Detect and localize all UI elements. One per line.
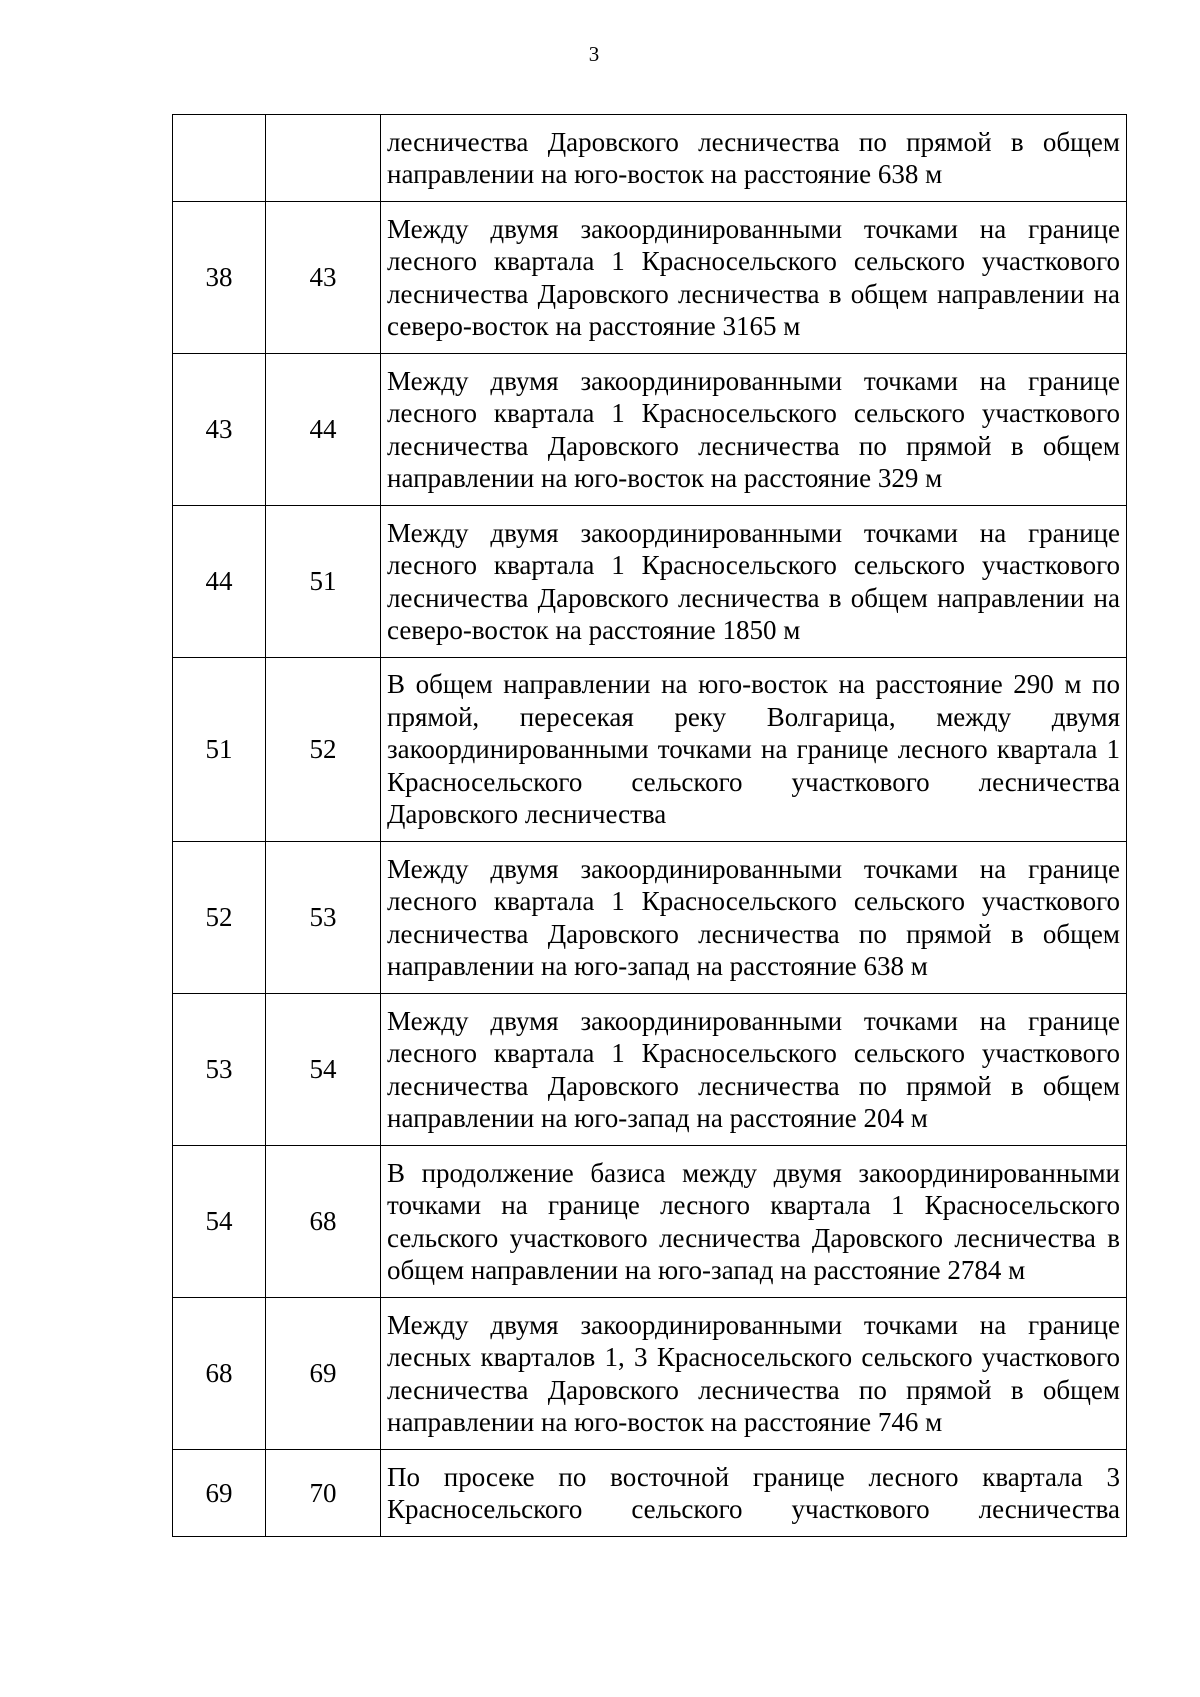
from-point-cell: 54: [173, 1146, 266, 1298]
table-row: [173, 1298, 1127, 1450]
route-description-cell: Между двумя закоординированными точками на границе лесного квартала 1 Красносельского сельского участкового лесничества Даровского лесничества в общем направлении на северо-восток на расстояние 1850 м: [381, 506, 1127, 658]
table-row: [173, 658, 1127, 842]
to-point-cell: 54: [266, 994, 381, 1146]
from-point-cell: 38: [173, 202, 266, 354]
from-point-cell: 44: [173, 506, 266, 658]
to-point-cell: 69: [266, 1298, 381, 1450]
to-point-cell: 51: [266, 506, 381, 658]
from-point-cell: 68: [173, 1298, 266, 1450]
table-row: [173, 115, 1127, 202]
from-point-cell: 53: [173, 994, 266, 1146]
route-description-cell: Между двумя закоординированными точками на границе лесного квартала 1 Красносельского сельского участкового лесничества Даровского лесничества по прямой в общем направлении на юго-запад на расстояние 204 м: [381, 994, 1127, 1146]
to-point-cell: 53: [266, 842, 381, 994]
route-description-cell: Между двумя закоординированными точками на границе лесного квартала 1 Красносельского сельского участкового лесничества Даровского лесничества по прямой в общем направлении на юго-запад на расстояние 638 м: [381, 842, 1127, 994]
from-point-cell: 52: [173, 842, 266, 994]
table-row: [173, 1146, 1127, 1298]
route-description-cell: Между двумя закоординированными точками на границе лесного квартала 1 Красносельского сельского участкового лесничества Даровского лесничества по прямой в общем направлении на юго-восток на расстояние 329 м: [381, 354, 1127, 506]
table-row: [173, 354, 1127, 506]
route-description-cell: В продолжение базиса между двумя закоординированными точками на границе лесного квартала 1 Красносельского сельского участкового лесничества Даровского лесничества в общем направлении на юго-запад на расстояние 2784 м: [381, 1146, 1127, 1298]
route-description-cell: лесничества Даровского лесничества по прямой в общем направлении на юго-восток на расстояние 638 м: [381, 115, 1127, 202]
from-point-cell: 69: [173, 1450, 266, 1537]
table-row: [173, 994, 1127, 1146]
route-description-cell: По просеке по восточной границе лесного квартала 3 Красносельского сельского участкового лесничества: [381, 1450, 1127, 1537]
to-point-cell: [266, 115, 381, 202]
from-point-cell: 43: [173, 354, 266, 506]
to-point-cell: 44: [266, 354, 381, 506]
from-point-cell: [173, 115, 266, 202]
route-description-cell: Между двумя закоординированными точками на границе лесного квартала 1 Красносельского сельского участкового лесничества Даровского лесничества в общем направлении на северо-восток на расстояние 3165 м: [381, 202, 1127, 354]
boundary-description-table: [172, 114, 1127, 1537]
route-description-cell: Между двумя закоординированными точками на границе лесных кварталов 1, 3 Красносельского сельского участкового лесничества Даровского лесничества по прямой в общем направлении на юго-восток на расстояние 746 м: [381, 1298, 1127, 1450]
route-description-cell: В общем направлении на юго-восток на расстояние 290 м по прямой, пересекая реку Волгарица, между двумя закоординированными точками на границе лесного квартала 1 Красносельского сельского участкового лесничества Даровского лесничества: [381, 658, 1127, 842]
table-row: [173, 842, 1127, 994]
table-row: [173, 506, 1127, 658]
page-number: 3: [588, 42, 600, 66]
to-point-cell: 70: [266, 1450, 381, 1537]
to-point-cell: 43: [266, 202, 381, 354]
from-point-cell: 51: [173, 658, 266, 842]
table-row: [173, 202, 1127, 354]
to-point-cell: 52: [266, 658, 381, 842]
to-point-cell: 68: [266, 1146, 381, 1298]
table-row: [173, 1450, 1127, 1537]
